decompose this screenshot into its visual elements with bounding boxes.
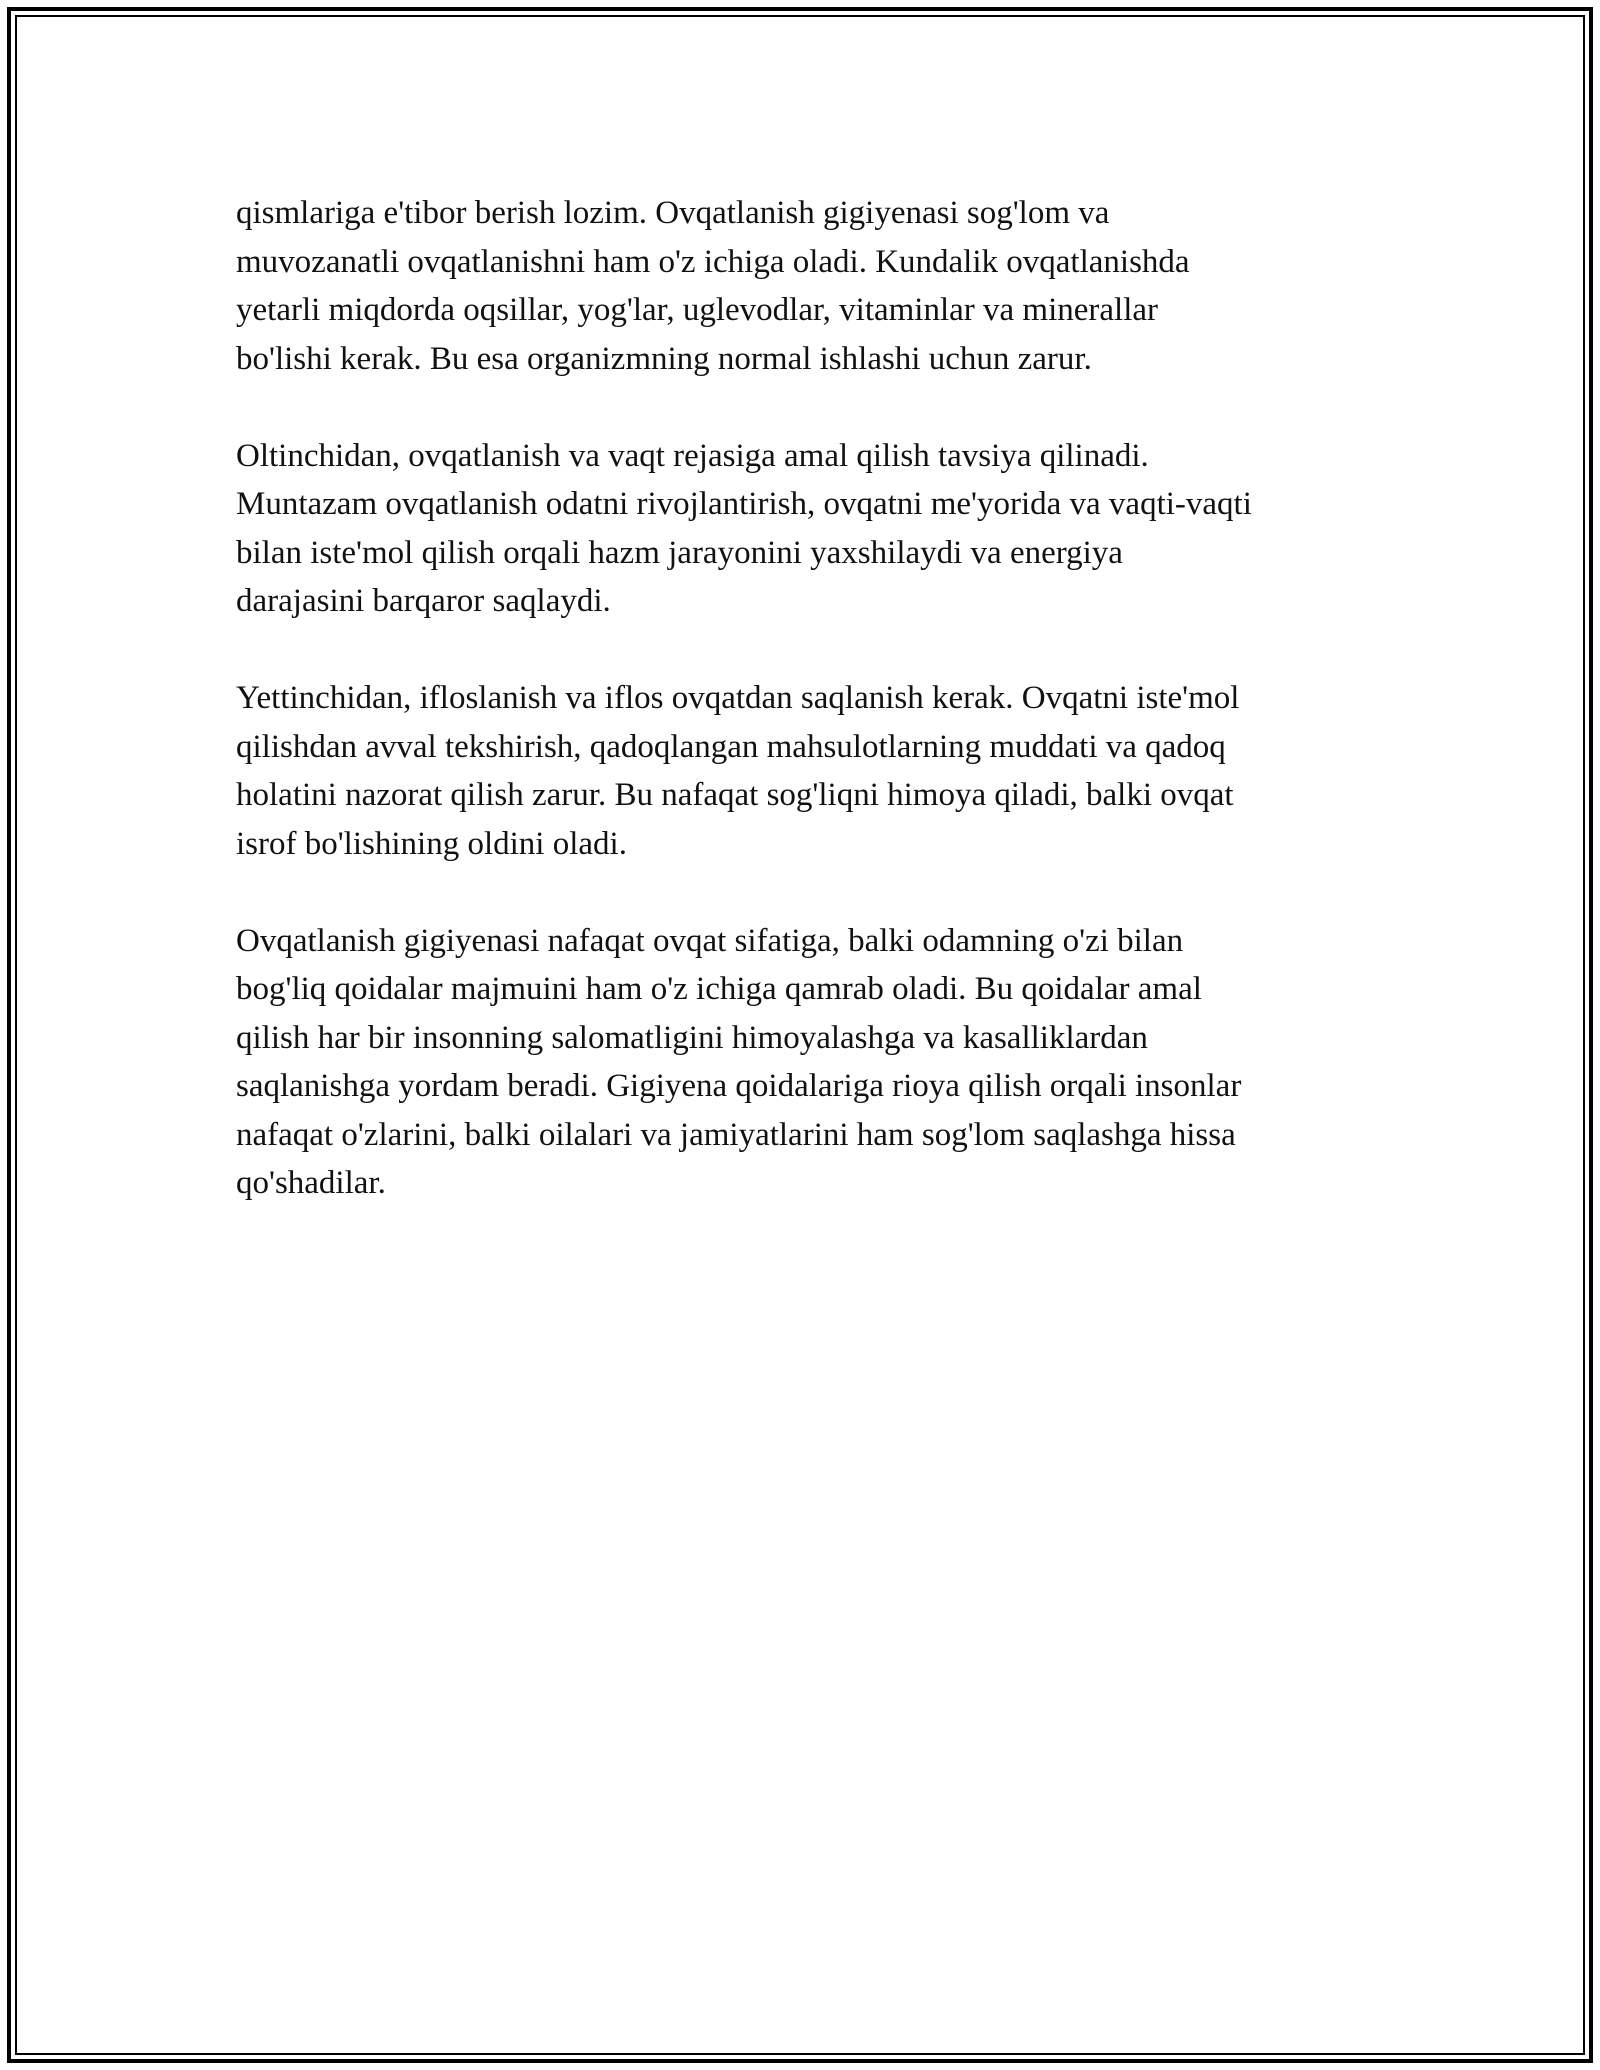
document-body [236,189,1386,1256]
text-line: holatini nazorat qilish zarur. Bu nafaqat sog'liqni himoya qiladi, balki ovqat [236,777,1234,813]
text-line: Oltinchidan, ovqatlanish va vaqt rejasiga amal qilish tavsiya qilinadi. [236,437,1149,474]
text-line: bog'liq qoidalar majmuini ham o'z ichiga qamrab oladi. Bu qoidalar amal [236,971,1202,1007]
text-line: nafaqat o'zlarini, balki oilalari va jamiyatlarini ham sog'lom saqlashga hissa [236,1116,1236,1153]
text-line: isrof bo'lishining oldini oladi. [236,825,627,862]
text-line: darajasini barqaror saqlaydi. [236,583,611,619]
text-line: Ovqatlanish gigiyenasi nafaqat ovqat sifatiga, balki odamning o'zi bilan [236,922,1184,959]
text-line: qilishdan avval tekshirish, qadoqlangan mahsulotlarning muddati va qadoq [236,728,1226,765]
paragraph-2 [236,432,1386,626]
paragraph-1 [236,189,1386,383]
text-line: Muntazam ovqatlanish odatni rivojlantirish, ovqatni me'yorida va vaqti-vaqti [236,486,1252,522]
text-line: qismlariga e'tibor berish lozim. Ovqatlanish gigiyenasi sog'lom va [236,195,1110,231]
text-line: qo'shadilar. [236,1165,386,1201]
text-line: bilan iste'mol qilish orqali hazm jarayonini yaxshilaydi va energiya [236,534,1123,571]
text-line: bo'lishi kerak. Bu esa organizmning normal ishlashi uchun zarur. [236,340,1092,377]
text-line: yetarli miqdorda oqsillar, yog'lar, uglevodlar, vitaminlar va minerallar [236,292,1159,328]
paragraph-4 [236,917,1386,1208]
paragraph-3 [236,674,1386,868]
text-line: muvozanatli ovqatlanishni ham o'z ichiga oladi. Kundalik ovqatlanishda [236,243,1190,280]
text-line: saqlanishga yordam beradi. Gigiyena qoidalariga rioya qilish orqali insonlar [236,1068,1242,1104]
text-line: qilish har bir insonning salomatligini himoyalashga va kasalliklardan [236,1019,1148,1056]
text-line: Yettinchidan, ifloslanish va iflos ovqatdan saqlanish kerak. Ovqatni iste'mol [236,680,1240,716]
